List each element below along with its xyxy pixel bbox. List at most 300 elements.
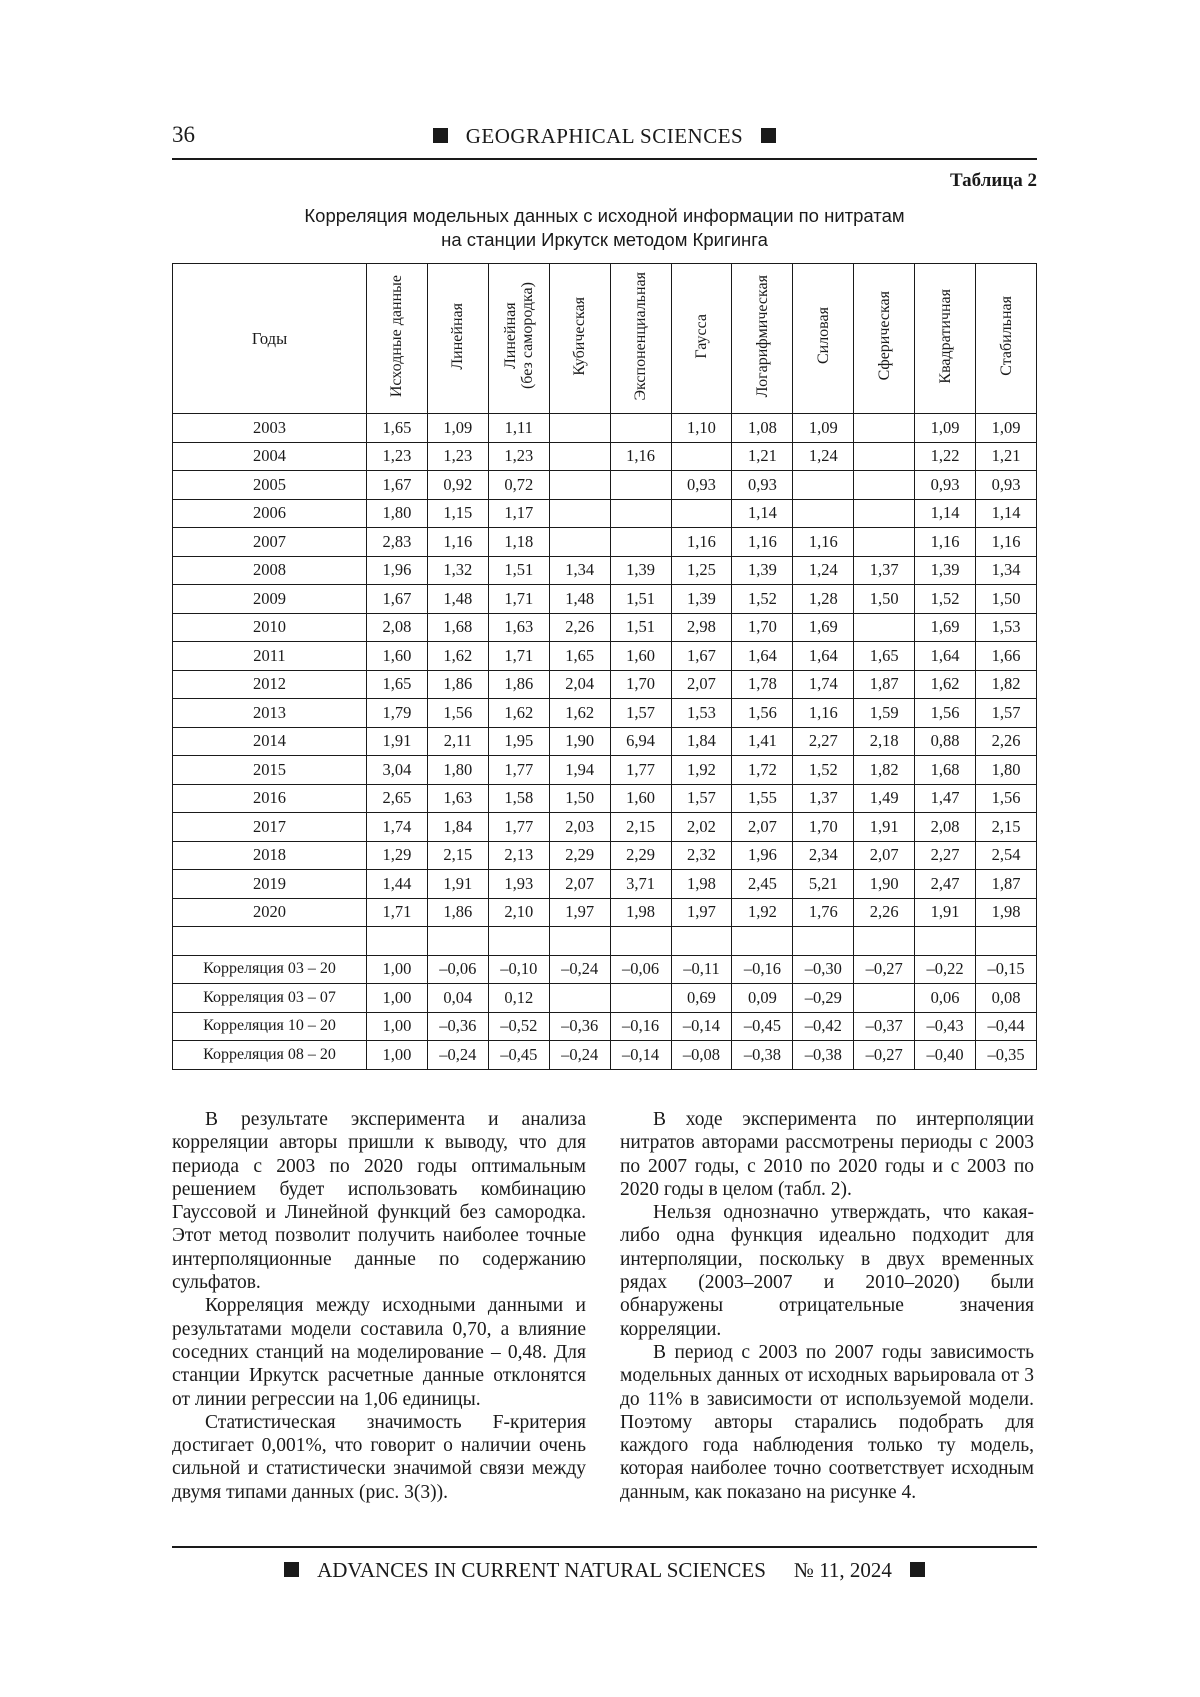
table-cell: 1,34 bbox=[976, 556, 1037, 585]
table-cell bbox=[854, 442, 915, 471]
year-cell: 2013 bbox=[173, 699, 367, 728]
table-cell: –0,30 bbox=[793, 955, 854, 984]
table-cell: 1,64 bbox=[793, 642, 854, 671]
year-cell: 2003 bbox=[173, 414, 367, 443]
year-cell: 2016 bbox=[173, 784, 367, 813]
table-cell: 2,15 bbox=[610, 813, 671, 842]
caption-line: Корреляция модельных данных с исходной информации по нитратам bbox=[172, 204, 1037, 228]
table-cell: 1,52 bbox=[732, 585, 793, 614]
table-cell: 2,65 bbox=[367, 784, 428, 813]
page-footer bbox=[172, 1546, 1037, 1588]
table-cell: 1,51 bbox=[488, 556, 549, 585]
table-cell: 1,22 bbox=[915, 442, 976, 471]
empty-cell bbox=[173, 927, 367, 956]
table-cell: 2,07 bbox=[671, 670, 732, 699]
table-cell: 0,04 bbox=[427, 984, 488, 1013]
table-row bbox=[173, 414, 1037, 443]
table-cell: –0,40 bbox=[915, 1041, 976, 1070]
table-cell: 2,07 bbox=[732, 813, 793, 842]
table-cell: 1,86 bbox=[488, 670, 549, 699]
correlation-label: Корреляция 10 – 20 bbox=[173, 1012, 367, 1041]
table-cell: 0,09 bbox=[732, 984, 793, 1013]
page-number: 36 bbox=[172, 122, 195, 148]
table-cell: 2,34 bbox=[793, 841, 854, 870]
table-cell: 1,14 bbox=[976, 499, 1037, 528]
table-cell: 1,82 bbox=[854, 756, 915, 785]
table-cell: 2,54 bbox=[976, 841, 1037, 870]
table-cell: 1,16 bbox=[610, 442, 671, 471]
column-header-text bbox=[449, 303, 466, 370]
table-cell: 0,88 bbox=[915, 727, 976, 756]
table-cell: 1,48 bbox=[427, 585, 488, 614]
table-cell: 2,29 bbox=[610, 841, 671, 870]
table-cell: –0,43 bbox=[915, 1012, 976, 1041]
table-cell: 1,71 bbox=[488, 642, 549, 671]
column-header-text bbox=[693, 314, 710, 359]
table-cell: 1,58 bbox=[488, 784, 549, 813]
table-cell: 1,86 bbox=[427, 898, 488, 927]
table-cell: –0,14 bbox=[610, 1041, 671, 1070]
table-cell: 1,70 bbox=[793, 813, 854, 842]
table-cell: 0,08 bbox=[976, 984, 1037, 1013]
year-cell: 2009 bbox=[173, 585, 367, 614]
paragraph: Статистическая значимость F-критерия достигает 0,001%, что говорит о наличии очень сильной и статистически значимой связи между двумя типами данных (рис. 3(3)). bbox=[172, 1411, 586, 1504]
table-cell: –0,06 bbox=[610, 955, 671, 984]
method-column-header bbox=[732, 264, 793, 414]
empty-cell bbox=[427, 927, 488, 956]
table-cell: 1,16 bbox=[793, 528, 854, 557]
table-cell: 1,17 bbox=[488, 499, 549, 528]
table-row bbox=[173, 784, 1037, 813]
empty-cell bbox=[671, 927, 732, 956]
table-cell: –0,36 bbox=[549, 1012, 610, 1041]
table-cell: 1,69 bbox=[915, 613, 976, 642]
table-cell: 1,93 bbox=[488, 870, 549, 899]
table-cell: 1,50 bbox=[976, 585, 1037, 614]
table-cell: 1,92 bbox=[671, 756, 732, 785]
empty-cell bbox=[976, 927, 1037, 956]
table-cell bbox=[549, 528, 610, 557]
table-cell: 1,00 bbox=[367, 984, 428, 1013]
correlation-label: Корреляция 03 – 07 bbox=[173, 984, 367, 1013]
table-row bbox=[173, 442, 1037, 471]
table-cell bbox=[854, 414, 915, 443]
table-cell: 2,15 bbox=[427, 841, 488, 870]
table-cell: 1,11 bbox=[488, 414, 549, 443]
table-cell bbox=[610, 984, 671, 1013]
table-cell: 1,34 bbox=[549, 556, 610, 585]
table-cell bbox=[793, 471, 854, 500]
table-cell bbox=[793, 499, 854, 528]
section-title-text: GEOGRAPHICAL SCIENCES bbox=[466, 124, 744, 148]
table-cell: 2,04 bbox=[549, 670, 610, 699]
year-cell: 2017 bbox=[173, 813, 367, 842]
table-cell: 3,04 bbox=[367, 756, 428, 785]
table-cell: 1,70 bbox=[610, 670, 671, 699]
table-cell: –0,06 bbox=[427, 955, 488, 984]
table-cell: 1,78 bbox=[732, 670, 793, 699]
table-cell: 1,80 bbox=[427, 756, 488, 785]
table-cell: 1,72 bbox=[732, 756, 793, 785]
paragraph: Корреляция между исходными данными и результатами модели составила 0,70, а влияние соседних станций на моделирование – 0,48. Для станции Иркутск расчетные данные отклонятся от линии регрессии на 1,06 единицы. bbox=[172, 1294, 586, 1410]
table-cell: 1,98 bbox=[610, 898, 671, 927]
method-column-header bbox=[427, 264, 488, 414]
empty-cell bbox=[367, 927, 428, 956]
table-caption bbox=[172, 204, 1037, 252]
column-header-line: Силовая bbox=[815, 307, 832, 364]
table-cell: 1,10 bbox=[671, 414, 732, 443]
table-cell: 2,11 bbox=[427, 727, 488, 756]
table-cell: –0,38 bbox=[793, 1041, 854, 1070]
method-column-header bbox=[854, 264, 915, 414]
column-header-line: Линейная bbox=[449, 303, 466, 370]
method-column-header bbox=[549, 264, 610, 414]
table-cell: 1,71 bbox=[488, 585, 549, 614]
table-cell: 1,39 bbox=[732, 556, 793, 585]
table-cell: 1,96 bbox=[367, 556, 428, 585]
method-column-header bbox=[367, 264, 428, 414]
table-cell: 1,47 bbox=[915, 784, 976, 813]
column-header-line: Исходные данные bbox=[388, 275, 405, 397]
journal-name: ADVANCES IN CURRENT NATURAL SCIENCES bbox=[317, 1558, 766, 1582]
table-cell: 0,12 bbox=[488, 984, 549, 1013]
year-column-header: Годы bbox=[173, 264, 367, 414]
table-cell: 1,39 bbox=[610, 556, 671, 585]
column-header-line: (без самородка) bbox=[519, 282, 536, 389]
table-cell: 1,28 bbox=[793, 585, 854, 614]
text-column-left bbox=[172, 1108, 586, 1504]
square-bullet-icon bbox=[433, 128, 448, 143]
year-cell: 2012 bbox=[173, 670, 367, 699]
table-cell: 1,48 bbox=[549, 585, 610, 614]
table-cell bbox=[671, 499, 732, 528]
table-cell: 1,57 bbox=[976, 699, 1037, 728]
square-bullet-icon bbox=[761, 128, 776, 143]
table-cell: 2,45 bbox=[732, 870, 793, 899]
table-label: Таблица 2 bbox=[950, 170, 1037, 192]
table-header-row bbox=[173, 264, 1037, 414]
table-cell: 1,00 bbox=[367, 955, 428, 984]
table-cell: 1,63 bbox=[488, 613, 549, 642]
table-cell: 1,91 bbox=[427, 870, 488, 899]
table-cell bbox=[549, 984, 610, 1013]
paragraph: В ходе эксперимента по интерполяции нитратов авторами рассмотрены периоды с 2003 по 2007 годы, с 2010 по 2020 годы и с 2003 по 2020 годы в целом (табл. 2). bbox=[620, 1108, 1034, 1201]
table-cell: 1,41 bbox=[732, 727, 793, 756]
column-header-line: Логарифмическая bbox=[754, 275, 771, 397]
year-cell: 2015 bbox=[173, 756, 367, 785]
table-cell: –0,24 bbox=[549, 955, 610, 984]
table-cell: –0,24 bbox=[549, 1041, 610, 1070]
table-cell: 2,08 bbox=[367, 613, 428, 642]
table-cell: 1,86 bbox=[427, 670, 488, 699]
year-cell: 2007 bbox=[173, 528, 367, 557]
caption-line: на станции Иркутск методом Кригинга bbox=[172, 228, 1037, 252]
table-cell bbox=[549, 499, 610, 528]
table-cell: 1,80 bbox=[367, 499, 428, 528]
table-cell: –0,24 bbox=[427, 1041, 488, 1070]
table-cell: 1,60 bbox=[610, 784, 671, 813]
table-cell: 1,77 bbox=[488, 756, 549, 785]
paragraph: Нельзя однозначно утверждать, что какая-либо одна функция идеально подходит для интерполяции, поскольку в двух временных рядах (2003–2007 и 2010–2020) были обнаружены отрицательные значения корреляции. bbox=[620, 1201, 1034, 1341]
table-cell: 1,23 bbox=[488, 442, 549, 471]
table-cell: 1,16 bbox=[427, 528, 488, 557]
table-cell: 1,21 bbox=[732, 442, 793, 471]
table-cell: 1,50 bbox=[854, 585, 915, 614]
table-cell: 1,44 bbox=[367, 870, 428, 899]
table-cell: 1,67 bbox=[367, 471, 428, 500]
table-cell: –0,08 bbox=[671, 1041, 732, 1070]
table-cell: 1,37 bbox=[793, 784, 854, 813]
table-cell bbox=[854, 499, 915, 528]
table-cell: 5,21 bbox=[793, 870, 854, 899]
table-cell: –0,22 bbox=[915, 955, 976, 984]
column-header-text bbox=[876, 291, 893, 380]
table-cell: 1,67 bbox=[671, 642, 732, 671]
table-cell: 1,16 bbox=[732, 528, 793, 557]
table-cell: 1,23 bbox=[367, 442, 428, 471]
table-cell: 1,90 bbox=[549, 727, 610, 756]
year-cell: 2008 bbox=[173, 556, 367, 585]
table-cell: 1,98 bbox=[671, 870, 732, 899]
table-cell bbox=[610, 414, 671, 443]
table-cell: 2,18 bbox=[854, 727, 915, 756]
table-cell: 1,56 bbox=[976, 784, 1037, 813]
table-cell: 1,79 bbox=[367, 699, 428, 728]
correlation-label: Корреляция 03 – 20 bbox=[173, 955, 367, 984]
table-cell: 1,16 bbox=[976, 528, 1037, 557]
method-column-header bbox=[671, 264, 732, 414]
correlation-row bbox=[173, 955, 1037, 984]
table-cell: –0,29 bbox=[793, 984, 854, 1013]
table-cell: 1,95 bbox=[488, 727, 549, 756]
table-row bbox=[173, 471, 1037, 500]
table-cell: 2,32 bbox=[671, 841, 732, 870]
correlation-row bbox=[173, 1041, 1037, 1070]
table-cell: 1,82 bbox=[976, 670, 1037, 699]
table-cell: 2,26 bbox=[854, 898, 915, 927]
table-cell: 1,09 bbox=[915, 414, 976, 443]
table-cell: 1,29 bbox=[367, 841, 428, 870]
year-cell: 2006 bbox=[173, 499, 367, 528]
table-cell: 0,93 bbox=[671, 471, 732, 500]
table-cell: 2,26 bbox=[549, 613, 610, 642]
column-header-text bbox=[632, 272, 649, 401]
column-header-line: Линейная bbox=[502, 303, 519, 370]
table-cell: 1,68 bbox=[915, 756, 976, 785]
table-cell: 1,00 bbox=[367, 1012, 428, 1041]
table-cell: 1,60 bbox=[610, 642, 671, 671]
table-row bbox=[173, 556, 1037, 585]
table-cell: –0,16 bbox=[610, 1012, 671, 1041]
table-cell: –0,37 bbox=[854, 1012, 915, 1041]
table-cell: –0,42 bbox=[793, 1012, 854, 1041]
year-cell: 2019 bbox=[173, 870, 367, 899]
column-header-text bbox=[388, 275, 405, 397]
table-cell: 1,71 bbox=[367, 898, 428, 927]
table-cell: 1,65 bbox=[854, 642, 915, 671]
table-cell: –0,45 bbox=[488, 1041, 549, 1070]
table-cell: 1,90 bbox=[854, 870, 915, 899]
table-cell: 1,49 bbox=[854, 784, 915, 813]
table-cell: 2,26 bbox=[976, 727, 1037, 756]
table-cell: 1,24 bbox=[793, 556, 854, 585]
paragraph: В период с 2003 по 2007 годы зависимость модельных данных от исходных варьировала от 3 до 11% в зависимости от используемой модели. Поэтому авторы старались подобрать для каждого года наблюдения только ту модель, которая наиболее точно соответствует исходным данным, как показано на рисунке 4. bbox=[620, 1341, 1034, 1504]
table-cell: 1,84 bbox=[671, 727, 732, 756]
table-cell: 1,98 bbox=[976, 898, 1037, 927]
table-cell: 1,97 bbox=[549, 898, 610, 927]
column-header-text bbox=[502, 282, 536, 389]
table-cell: 0,92 bbox=[427, 471, 488, 500]
table-cell bbox=[671, 442, 732, 471]
table-cell: 2,15 bbox=[976, 813, 1037, 842]
square-bullet-icon bbox=[910, 1562, 925, 1577]
table-cell: 1,52 bbox=[793, 756, 854, 785]
table-cell: 2,07 bbox=[854, 841, 915, 870]
table-cell: 0,93 bbox=[732, 471, 793, 500]
empty-cell bbox=[793, 927, 854, 956]
table-cell: 1,62 bbox=[915, 670, 976, 699]
table-cell: 1,39 bbox=[915, 556, 976, 585]
table-cell: 1,64 bbox=[732, 642, 793, 671]
table-cell: –0,27 bbox=[854, 955, 915, 984]
section-title bbox=[172, 124, 1037, 149]
table-cell: 1,65 bbox=[367, 414, 428, 443]
method-column-header bbox=[976, 264, 1037, 414]
table-cell: 1,24 bbox=[793, 442, 854, 471]
column-header-text bbox=[571, 297, 588, 376]
table-spacer-row bbox=[173, 927, 1037, 956]
table-cell: –0,15 bbox=[976, 955, 1037, 984]
table-cell: 1,55 bbox=[732, 784, 793, 813]
table-cell: 3,71 bbox=[610, 870, 671, 899]
table-cell bbox=[610, 471, 671, 500]
method-column-header bbox=[488, 264, 549, 414]
table-cell: 1,60 bbox=[367, 642, 428, 671]
table-cell: 1,74 bbox=[793, 670, 854, 699]
correlation-row bbox=[173, 1012, 1037, 1041]
table-cell: 1,91 bbox=[915, 898, 976, 927]
table-cell: 1,51 bbox=[610, 585, 671, 614]
column-header-text bbox=[937, 289, 954, 384]
table-cell: 1,09 bbox=[976, 414, 1037, 443]
table-cell: –0,16 bbox=[732, 955, 793, 984]
table-cell: 1,59 bbox=[854, 699, 915, 728]
table-cell: –0,27 bbox=[854, 1041, 915, 1070]
table-cell: 1,87 bbox=[976, 870, 1037, 899]
table-cell: 2,08 bbox=[915, 813, 976, 842]
table-cell: 1,57 bbox=[610, 699, 671, 728]
correlation-row bbox=[173, 984, 1037, 1013]
column-header-text bbox=[998, 296, 1015, 376]
table-cell: 2,03 bbox=[549, 813, 610, 842]
table-cell: 2,29 bbox=[549, 841, 610, 870]
table-row bbox=[173, 699, 1037, 728]
table-cell: 2,13 bbox=[488, 841, 549, 870]
correlation-table bbox=[172, 263, 1037, 1070]
table-cell: 1,91 bbox=[367, 727, 428, 756]
table-cell: –0,14 bbox=[671, 1012, 732, 1041]
column-header-line: Экспоненциальная bbox=[632, 272, 649, 401]
table-row bbox=[173, 499, 1037, 528]
table-body bbox=[173, 414, 1037, 1070]
table-cell: 1,09 bbox=[427, 414, 488, 443]
table-cell: 0,72 bbox=[488, 471, 549, 500]
table-cell: 1,56 bbox=[427, 699, 488, 728]
table-cell: 1,65 bbox=[367, 670, 428, 699]
table-cell: –0,52 bbox=[488, 1012, 549, 1041]
empty-cell bbox=[732, 927, 793, 956]
table-cell: 2,07 bbox=[549, 870, 610, 899]
table-cell: 1,69 bbox=[793, 613, 854, 642]
paragraph: В результате эксперимента и анализа корреляции авторы пришли к выводу, что для периода с 2003 по 2020 годы оптимальным решением будет использовать комбинацию Гауссовой и Линейной функций без самородка. Этот метод позволит получить наиболее точные интерполяционные данные по содержанию сульфатов. bbox=[172, 1108, 586, 1294]
table-cell: 1,14 bbox=[732, 499, 793, 528]
table-cell: 1,80 bbox=[976, 756, 1037, 785]
table-cell: 1,62 bbox=[488, 699, 549, 728]
empty-cell bbox=[549, 927, 610, 956]
column-header-text bbox=[815, 307, 832, 364]
table-cell: 1,87 bbox=[854, 670, 915, 699]
table-cell: 1,09 bbox=[793, 414, 854, 443]
table-cell bbox=[610, 528, 671, 557]
table-cell bbox=[610, 499, 671, 528]
table-cell: 1,62 bbox=[549, 699, 610, 728]
table-cell: 1,77 bbox=[488, 813, 549, 842]
table-row bbox=[173, 642, 1037, 671]
table-cell: 2,83 bbox=[367, 528, 428, 557]
year-cell: 2018 bbox=[173, 841, 367, 870]
table-cell: 2,47 bbox=[915, 870, 976, 899]
table-cell: 0,69 bbox=[671, 984, 732, 1013]
table-cell: 1,51 bbox=[610, 613, 671, 642]
table-cell: 1,14 bbox=[915, 499, 976, 528]
table-cell bbox=[549, 414, 610, 443]
table-cell bbox=[549, 471, 610, 500]
table-row bbox=[173, 870, 1037, 899]
table-cell: 1,21 bbox=[976, 442, 1037, 471]
table-cell: 0,93 bbox=[915, 471, 976, 500]
table-cell: 1,56 bbox=[732, 699, 793, 728]
table-cell: 1,52 bbox=[915, 585, 976, 614]
table-cell: 1,39 bbox=[671, 585, 732, 614]
table-cell: 1,16 bbox=[915, 528, 976, 557]
table-row bbox=[173, 528, 1037, 557]
table-cell: 1,96 bbox=[732, 841, 793, 870]
column-header-line: Сферическая bbox=[876, 291, 893, 380]
table-cell: 1,08 bbox=[732, 414, 793, 443]
issue-number: № 11, 2024 bbox=[794, 1558, 892, 1582]
footer-line bbox=[172, 1558, 1037, 1583]
column-header-line: Гаусса bbox=[693, 314, 710, 359]
table-cell: –0,44 bbox=[976, 1012, 1037, 1041]
column-header-line: Стабильная bbox=[998, 296, 1015, 376]
page-header bbox=[172, 122, 1037, 160]
table-cell: 1,00 bbox=[367, 1041, 428, 1070]
table-cell: 1,16 bbox=[793, 699, 854, 728]
year-cell: 2020 bbox=[173, 898, 367, 927]
table-cell: 1,74 bbox=[367, 813, 428, 842]
table-cell: 1,77 bbox=[610, 756, 671, 785]
table-cell: 1,84 bbox=[427, 813, 488, 842]
table-cell: 2,27 bbox=[915, 841, 976, 870]
empty-cell bbox=[854, 927, 915, 956]
table-cell: 1,92 bbox=[732, 898, 793, 927]
column-header-text bbox=[754, 275, 771, 397]
table-row bbox=[173, 727, 1037, 756]
table-row bbox=[173, 585, 1037, 614]
table-cell: 1,53 bbox=[976, 613, 1037, 642]
table-cell: 1,18 bbox=[488, 528, 549, 557]
empty-cell bbox=[610, 927, 671, 956]
